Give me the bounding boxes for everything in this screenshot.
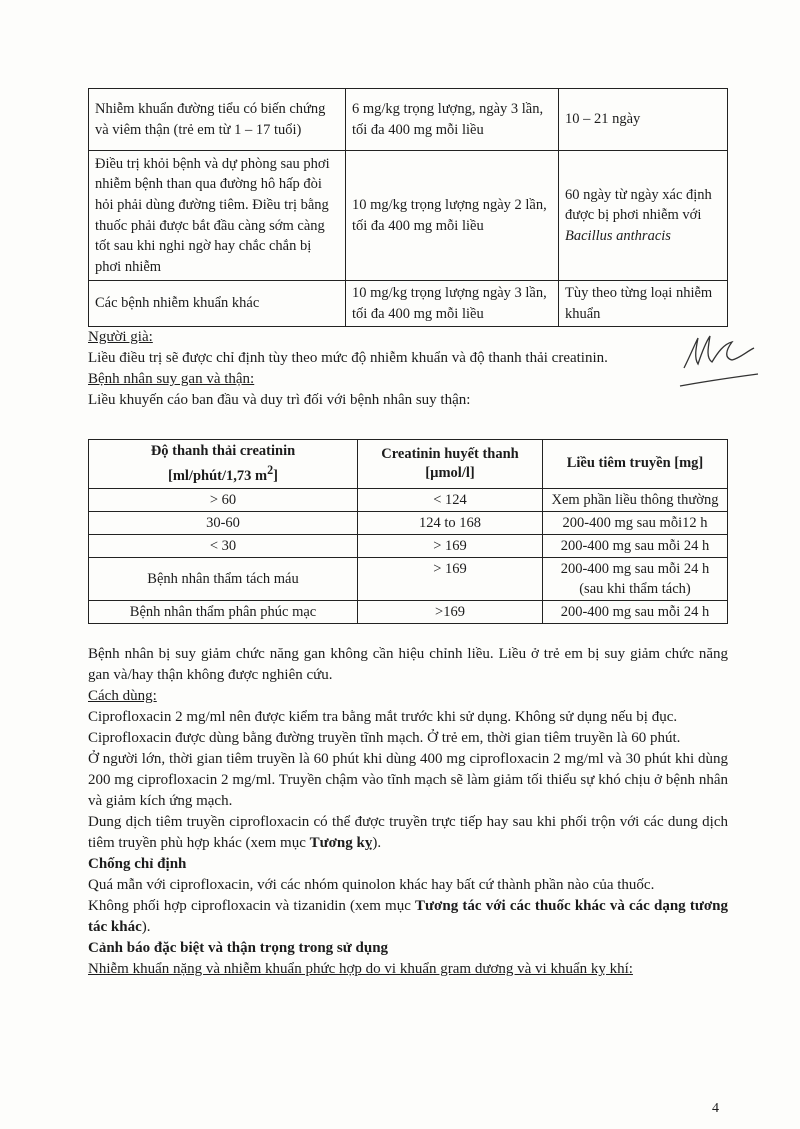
page-number: 4 xyxy=(712,1101,719,1116)
contra-p2-text: Không phối hợp ciprofloxacin và tizanidin (xem mục xyxy=(88,898,416,915)
usage-p4-bold: Tương kỵ xyxy=(309,835,373,852)
dosing-table xyxy=(88,88,728,327)
usage-p4-text: Dung dịch tiêm truyền ciprofloxacin có thể được truyền trực tiếp hay sau khi phối trộn với các dung dịch tiêm truyền phù hợp khác (xem mục xyxy=(88,814,728,852)
dose-cell xyxy=(543,558,728,601)
duration-text: 60 ngày từ ngày xác định được bị phơi nhiễm với xyxy=(565,186,712,224)
contra-p2-end: ). xyxy=(141,919,151,936)
renal-dose-table xyxy=(88,439,728,624)
elderly-text: Liều điều trị sẽ được chỉ định tùy theo mức độ nhiễm khuẩn và độ thanh thải creatinin. xyxy=(88,350,608,367)
usage-heading: Cách dùng: xyxy=(88,688,157,705)
dose-note: (sau khi thẩm tách) xyxy=(579,581,691,598)
table-header-row xyxy=(89,440,728,489)
document-page xyxy=(88,88,728,980)
liver-text: Bệnh nhân bị suy giảm chức năng gan không cần hiệu chỉnh liều. Liều ở trẻ em bị suy giảm chức năng gan và/hay thận không được nghiên cứu. xyxy=(88,646,728,684)
creatinine-cell: >169 xyxy=(358,601,543,624)
creatinine-cell: < 124 xyxy=(358,489,543,512)
dose-cell: 200-400 mg sau mỗi 24 h xyxy=(543,535,728,558)
indication-cell: Nhiễm khuẩn đường tiểu có biến chứng và viêm thận (trẻ em từ 1 – 17 tuổi) xyxy=(89,89,346,151)
elderly-heading: Người già: xyxy=(88,329,153,346)
clearance-cell: > 60 xyxy=(89,489,358,512)
contraindications-heading: Chống chỉ định xyxy=(88,856,187,873)
table-row xyxy=(89,151,728,281)
dose-cell: Xem phần liều thông thường xyxy=(543,489,728,512)
header-clearance-end: ] xyxy=(273,467,278,484)
contra-p2-bold: Tương tác với các thuốc khác và các dạng tương tác khác xyxy=(88,898,728,936)
table-row xyxy=(89,512,728,535)
clearance-cell: < 30 xyxy=(89,535,358,558)
dose-text: 200-400 mg sau mỗi 24 h xyxy=(560,561,710,578)
table-row xyxy=(89,281,728,327)
warnings-subheading: Nhiễm khuẩn nặng và nhiễm khuẩn phức hợp do vi khuẩn gram dương và vi khuẩn kỵ khí: xyxy=(88,961,633,978)
table-row xyxy=(89,535,728,558)
header-clearance-sup: 2 xyxy=(267,462,274,477)
contraindications-paragraph: Quá mẫn với ciprofloxacin, với các nhóm quinolon khác hay bất cứ thành phần nào của thuốc. xyxy=(88,877,655,894)
table-row xyxy=(89,489,728,512)
header-dose: Liều tiêm truyền [mg] xyxy=(543,440,728,489)
warnings-heading: Cảnh báo đặc biệt và thận trọng trong sử dụng xyxy=(88,940,389,957)
handwritten-signature xyxy=(676,330,776,392)
organism-name: Bacillus anthracis xyxy=(565,227,671,244)
header-clearance xyxy=(89,440,358,489)
header-clearance-line2: [ml/phút/1,73 m xyxy=(168,467,268,484)
duration-cell: 10 – 21 ngày xyxy=(559,89,728,151)
creatinine-cell: > 169 xyxy=(358,535,543,558)
usage-paragraph: Ciprofloxacin được dùng bằng đường truyền tĩnh mạch. Ở trẻ em, thời gian tiêm truyền là 60 phút. xyxy=(88,730,681,747)
creatinine-cell: > 169 xyxy=(358,558,543,601)
header-creatinine xyxy=(358,440,543,489)
dose-cell: 6 mg/kg trọng lượng, ngày 3 lần, tối đa 400 mg mỗi liều xyxy=(346,89,559,151)
creatinine-cell: 124 to 168 xyxy=(358,512,543,535)
contraindications-paragraph xyxy=(88,896,728,938)
usage-paragraph: Ciprofloxacin 2 mg/ml nên được kiểm tra bằng mắt trước khi sử dụng. Không sử dụng nếu bị đục. xyxy=(88,709,678,726)
duration-cell: Tùy theo từng loại nhiễm khuẩn xyxy=(559,281,728,327)
renal-intro: Liều khuyến cáo ban đầu và duy trì đối với bệnh nhân suy thận: xyxy=(88,392,471,409)
table-row xyxy=(89,601,728,624)
dose-cell: 10 mg/kg trọng lượng ngày 2 lần, tối đa 400 mg mỗi liều xyxy=(346,151,559,281)
clearance-cell: Bệnh nhân thẩm tách máu xyxy=(89,558,358,601)
header-creatinine-line2: [µmol/l] xyxy=(425,465,475,482)
indication-cell: Các bệnh nhiễm khuẩn khác xyxy=(89,281,346,327)
table-row xyxy=(89,89,728,151)
duration-cell xyxy=(559,151,728,281)
indication-cell: Điều trị khỏi bệnh và dự phòng sau phơi nhiễm bệnh than qua đường hô hấp đòi hỏi phải dùng đường tiêm. Điều trị bằng thuốc phải được bắt đầu càng sớm càng tốt sau khi nghi ngờ hay chắc chắn bị phơi nhiễm xyxy=(89,151,346,281)
header-creatinine-line1: Creatinin huyết thanh xyxy=(381,445,519,462)
table-row xyxy=(89,558,728,601)
usage-p4-end: ). xyxy=(372,835,382,852)
dose-cell: 200-400 mg sau mỗi12 h xyxy=(543,512,728,535)
dose-cell: 10 mg/kg trọng lượng ngày 3 lần, tối đa 400 mg mỗi liều xyxy=(346,281,559,327)
usage-paragraph: Ở người lớn, thời gian tiêm truyền là 60 phút khi dùng 400 mg ciprofloxacin 2 mg/ml và 30 phút khi dùng 200 mg ciprofloxacin 2 mg/ml. Truyền chậm vào tĩnh mạch sẽ làm giảm tối thiểu sự khó chịu ở bệnh nhân và giảm kích ứng mạch. xyxy=(88,751,728,810)
clearance-cell: Bệnh nhân thẩm phân phúc mạc xyxy=(89,601,358,624)
usage-paragraph xyxy=(88,812,728,854)
clearance-cell: 30-60 xyxy=(89,512,358,535)
header-clearance-line1: Độ thanh thải creatinin xyxy=(150,443,296,460)
renal-heading: Bệnh nhân suy gan và thận: xyxy=(88,371,255,388)
dose-cell: 200-400 mg sau mỗi 24 h xyxy=(543,601,728,624)
